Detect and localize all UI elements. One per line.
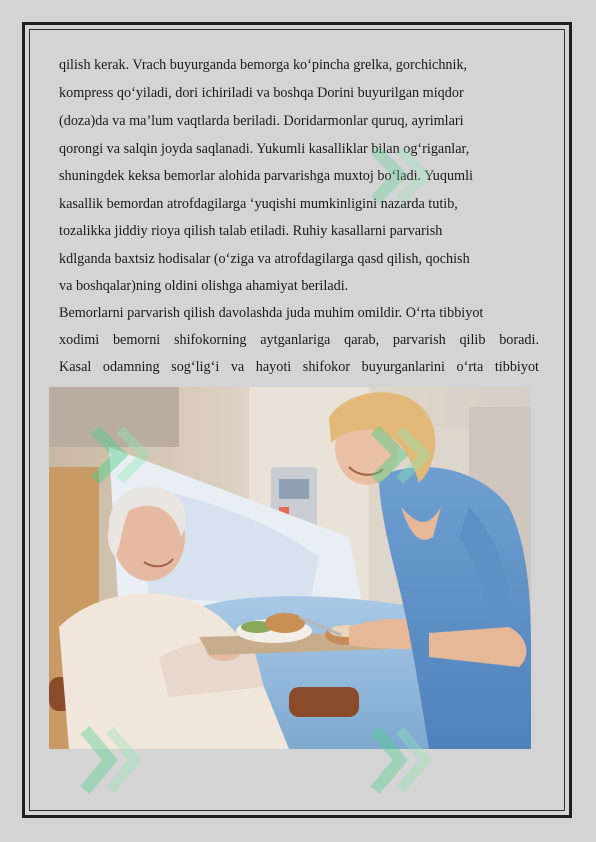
text-line: shuningdek keksa bemorlar alohida parvarishga muxtoj bo‘ladi. Yuqumli: [59, 168, 473, 184]
text-line: kasallik bemordan atrofdagilarga ‘yuqishi mumkinligini nazarda tutib,: [59, 196, 458, 212]
text-line: va boshqalar)ning oldini olishga ahamiyat beriladi.: [59, 278, 349, 294]
text-line: Kasal odamning sog‘lig‘i va hayoti shifokor buyurganlarini o‘rta tibbiyot: [59, 359, 539, 375]
text-line: xodimi bemorni shifokorning aytganlariga qarab, parvarish qilib boradi.: [59, 332, 539, 348]
text-line: kompress qo‘yiladi, dori ichiriladi va boshqa Dorini buyurilgan miqdor: [59, 85, 464, 101]
text-line: qorongi va salqin joyda saqlanadi. Yukumli kasalliklar bilan og‘riganlar,: [59, 141, 470, 157]
text-line: (doza)da va ma’lum vaqtlarda beriladi. Doridarmonlar quruq, ayrimlari: [59, 113, 464, 129]
text-line: qilish kerak. Vrach buyurganda bemorga ko‘pincha grelka, gorchichnik,: [59, 57, 468, 73]
text-line: kdlganda baxtsiz hodisalar (o‘ziga va atrofdagilarga qasd qilish, qochish: [59, 251, 470, 267]
nurse-patient-photo: [49, 387, 531, 749]
text-line: Bemorlarni parvarish qilish davolashda juda muhim omildir. O‘rta tibbiyot: [59, 305, 484, 321]
text-line: tozalikka jiddiy rioya qilish talab etiladi. Ruhiy kasallarni parvarish: [59, 223, 443, 239]
